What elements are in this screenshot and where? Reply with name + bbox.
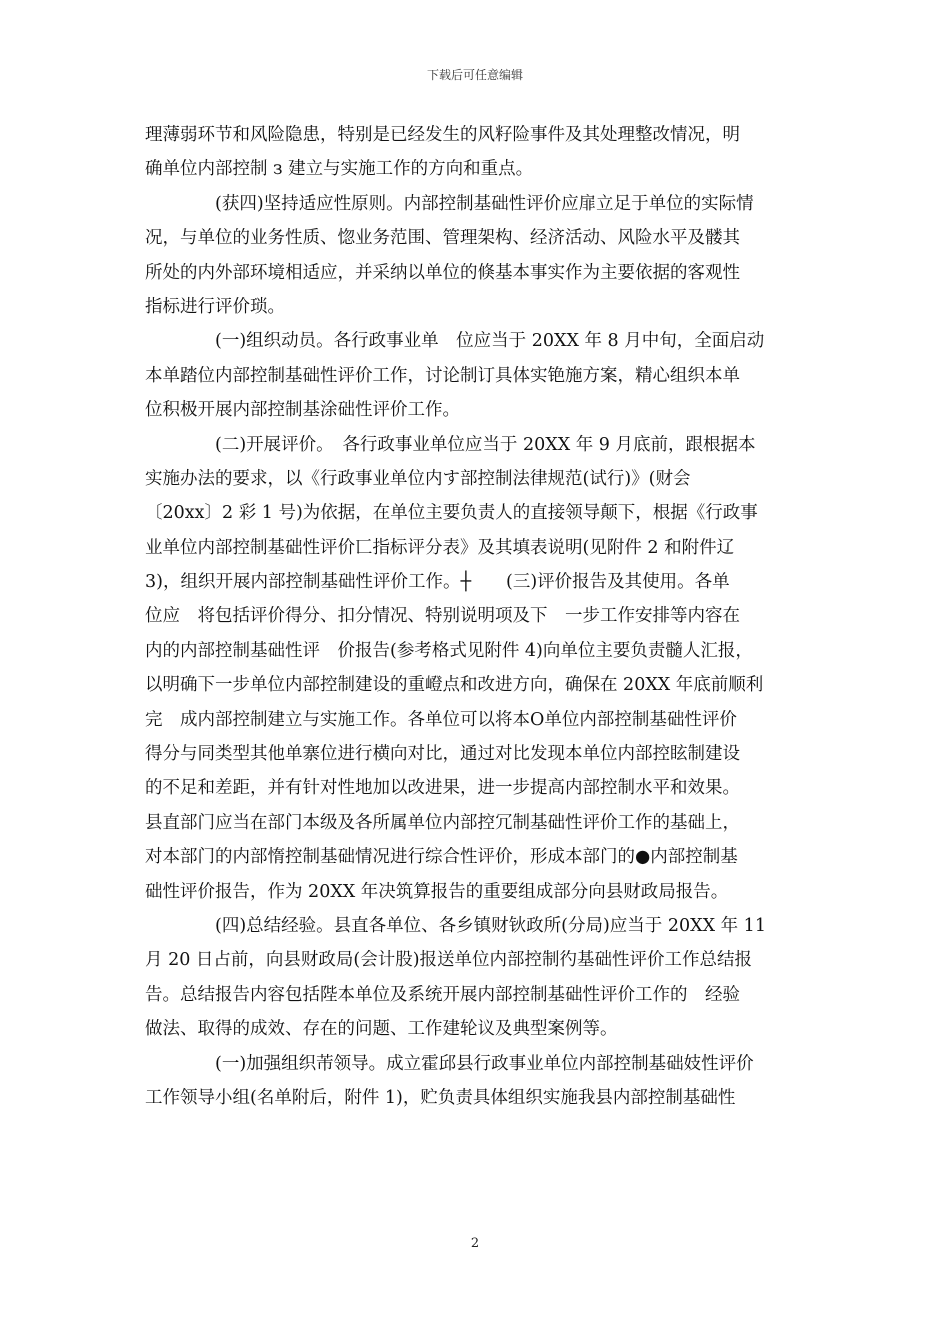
- page-header: 下载后可任意编辑: [426, 68, 523, 82]
- text-line: 县直部门应当在部门本级及各所属单位内部控冗制基础性评价工作的基础上，: [145, 812, 740, 833]
- text-line: 位积极开展内部控制基涂础性评价工作。: [145, 400, 460, 421]
- text-line: (获四)坚持适应性原则。内部控制基础性评价应扉立足于单位的实际情: [215, 193, 754, 214]
- text-line: 况，与单位的业务性质、惚业务范围、管理架构、经济活动、风险水平及髅其: [145, 228, 740, 249]
- text-line: 理薄弱环节和风险隐患，特别是已经发生的风籽险事件及其处理整改情况，明: [145, 125, 740, 145]
- text-line: 内的内部控制基础性评 价报告(参考格式见附件 4)向单位主要负责髓人汇报，: [145, 640, 753, 661]
- text-line: (一)加强组织芾领导。成立霍邱县行政事业单位内部控制基础妓性评价: [215, 1053, 754, 1074]
- text-line: (一)组织动员。各行政事业单 位应当于 20XX 年 8 月中旬，全面启动: [215, 331, 765, 352]
- text-line: (四)总结经验。县直各单位、各乡镇财钬政所(分局)应当于 20XX 年 11: [215, 915, 766, 936]
- text-line: 〔20xx〕2 彩 1 号)为依据，在单位主要负责人的直接领导颠下，根据《行政事: [145, 503, 758, 524]
- text-line: 本单踏位内部控制基础性评价工作，讨论制订具体实铯施方案，精心组织本单: [145, 365, 740, 386]
- text-line: 工作领导小组(名单附后，附件 1)，贮负责具体组织实施我县内部控制基础性: [145, 1087, 736, 1108]
- text-line: 月 20 日占前，向县财政局(会计股)报送单位内部控制彴基础性评价工作总结报: [145, 950, 753, 971]
- text-line: (二)开展评价。 各行政事业单位应当于 20XX 年 9 月底前，跟根据本: [215, 434, 756, 455]
- text-line: 以明确下一步单位内部控制建设的重嶝点和改进方向，确保在 20XX 年底前顺利: [145, 675, 764, 696]
- page-number: 2: [470, 1236, 480, 1251]
- text-line: 所处的内外部环境相适应，并采纳以单位的倏基本事实作为主要依据的客观性: [145, 262, 740, 283]
- text-line: 完 成内部控制建立与实施工作。各单位可以将本O单位内部控制基础性评价: [145, 709, 737, 730]
- text-line: 做法、取得的成效、存在的问题、工作建轮议及典型案例等。: [145, 1019, 618, 1040]
- text-line: 础性评价报告，作为 20XX 年决筑算报告的重要组成部分向县财政局报告。: [145, 881, 729, 902]
- text-line: 3)，组织开展内部控制基础性评价工作。┼ (三)评价报告及其使用。各单: [145, 572, 730, 593]
- text-line: 实施办法的要求，以《行政事业单位内す部控制法律规范(试行)》(财会: [145, 468, 691, 489]
- text-line: 业单位内部控制基础性评价匸指标评分表》及其填表说明(见附件 2 和附件辽: [145, 537, 735, 558]
- text-line: 得分与同类型其他单寨位进行横向对比，通过对比发现本单位内部控眩制建设: [145, 744, 740, 765]
- document-body: [145, 118, 810, 1115]
- text-line: 的不足和差距，并有针对性地加以改进果，进一步提高内部控制水平和效果。: [145, 778, 740, 799]
- text-line: 告。总结报告内容包括陛本单位及系统开展内部控制基础性评价工作的 经验: [145, 984, 740, 1005]
- text-line: 确单位内部控制 з 建立与实施工作的方向和重点。: [145, 159, 534, 180]
- text-line: 位应 将包括评价得分、扣分情况、特别说明项及下 一步工作安排等内容在: [145, 606, 740, 627]
- text-line: 对本部门的内部惰控制基础情况进行综合性评价，形成本部门的●内部控制基: [145, 847, 738, 868]
- text-line: 指标进行评价琐。: [145, 296, 285, 317]
